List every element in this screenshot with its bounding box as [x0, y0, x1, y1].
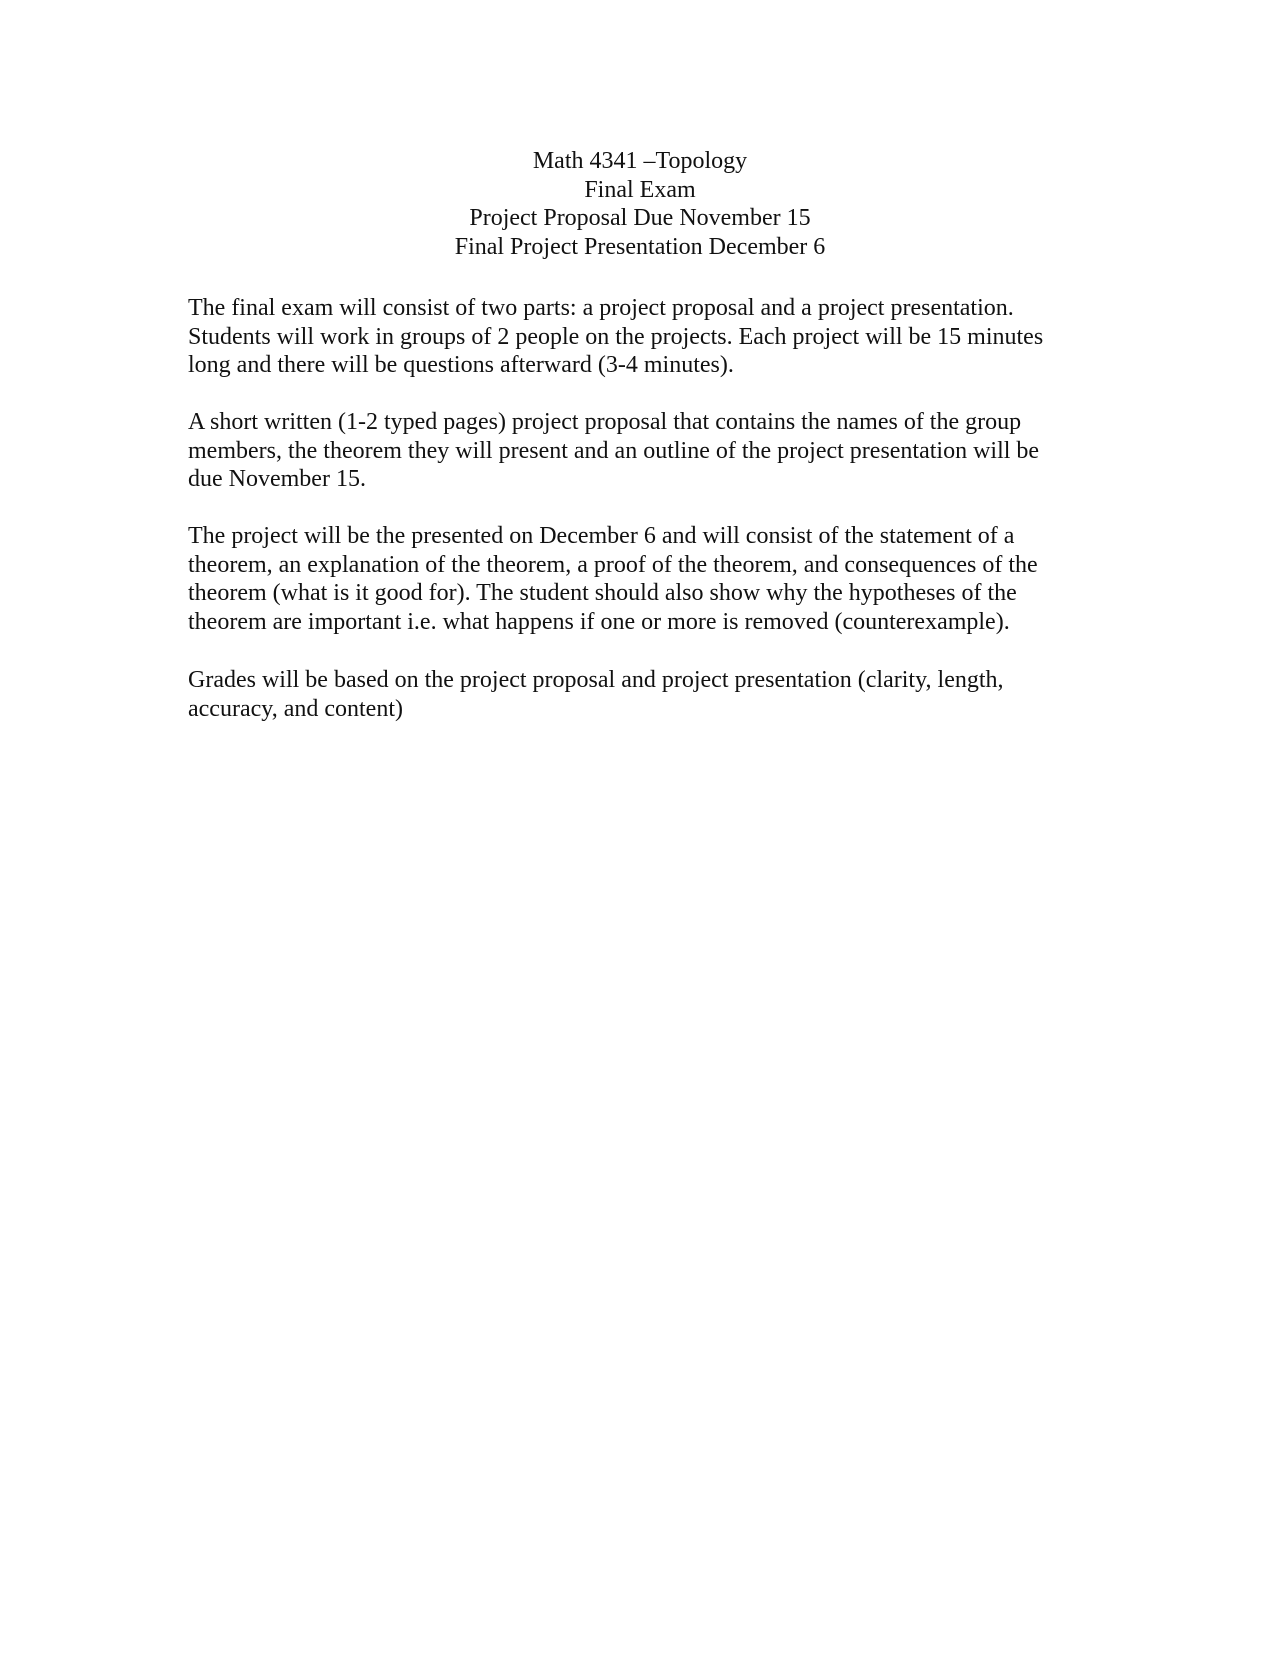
paragraph-line: members, the theorem they will present and an outline of the project presentation will be: [188, 437, 1040, 464]
paragraph-line: Students will work in groups of 2 people on the projects. Each project will be 15 minutes: [188, 323, 1044, 350]
paragraph-line: theorem, an explanation of the theorem, a proof of the theorem, and consequences of the: [188, 551, 1038, 578]
paragraph-exam-overview: [188, 294, 1068, 380]
paragraph-presentation-details: [188, 522, 1068, 636]
presentation-date-line: Final Project Presentation December 6: [454, 233, 826, 260]
paragraph-line: long and there will be questions afterward (3-4 minutes).: [188, 352, 734, 378]
exam-title: Final Exam: [584, 176, 696, 203]
document-header: [0, 147, 1280, 261]
paragraph-line: Grades will be based on the project proposal and project presentation (clarity, length,: [188, 667, 1004, 693]
course-title: Math 4341 –Topology: [532, 148, 748, 174]
paragraph-line: The project will be the presented on December 6 and will consist of the statement of a: [188, 523, 1015, 549]
proposal-due-line: Project Proposal Due November 15: [469, 205, 811, 231]
paragraph-proposal-details: [188, 408, 1068, 494]
paragraph-line: due November 15.: [188, 466, 366, 492]
paragraph-line: A short written (1-2 typed pages) project proposal that contains the names of the group: [188, 409, 1022, 435]
paragraph-line: theorem are important i.e. what happens if one or more is removed (counterexample).: [188, 608, 1010, 635]
paragraph-line: theorem (what is it good for). The student should also show why the hypotheses of the: [188, 580, 1017, 606]
paragraph-line: The final exam will consist of two parts: a project proposal and a project presentation.: [188, 295, 1014, 321]
paragraph-line: accuracy, and content): [188, 695, 403, 722]
paragraph-grading: [188, 666, 1068, 723]
